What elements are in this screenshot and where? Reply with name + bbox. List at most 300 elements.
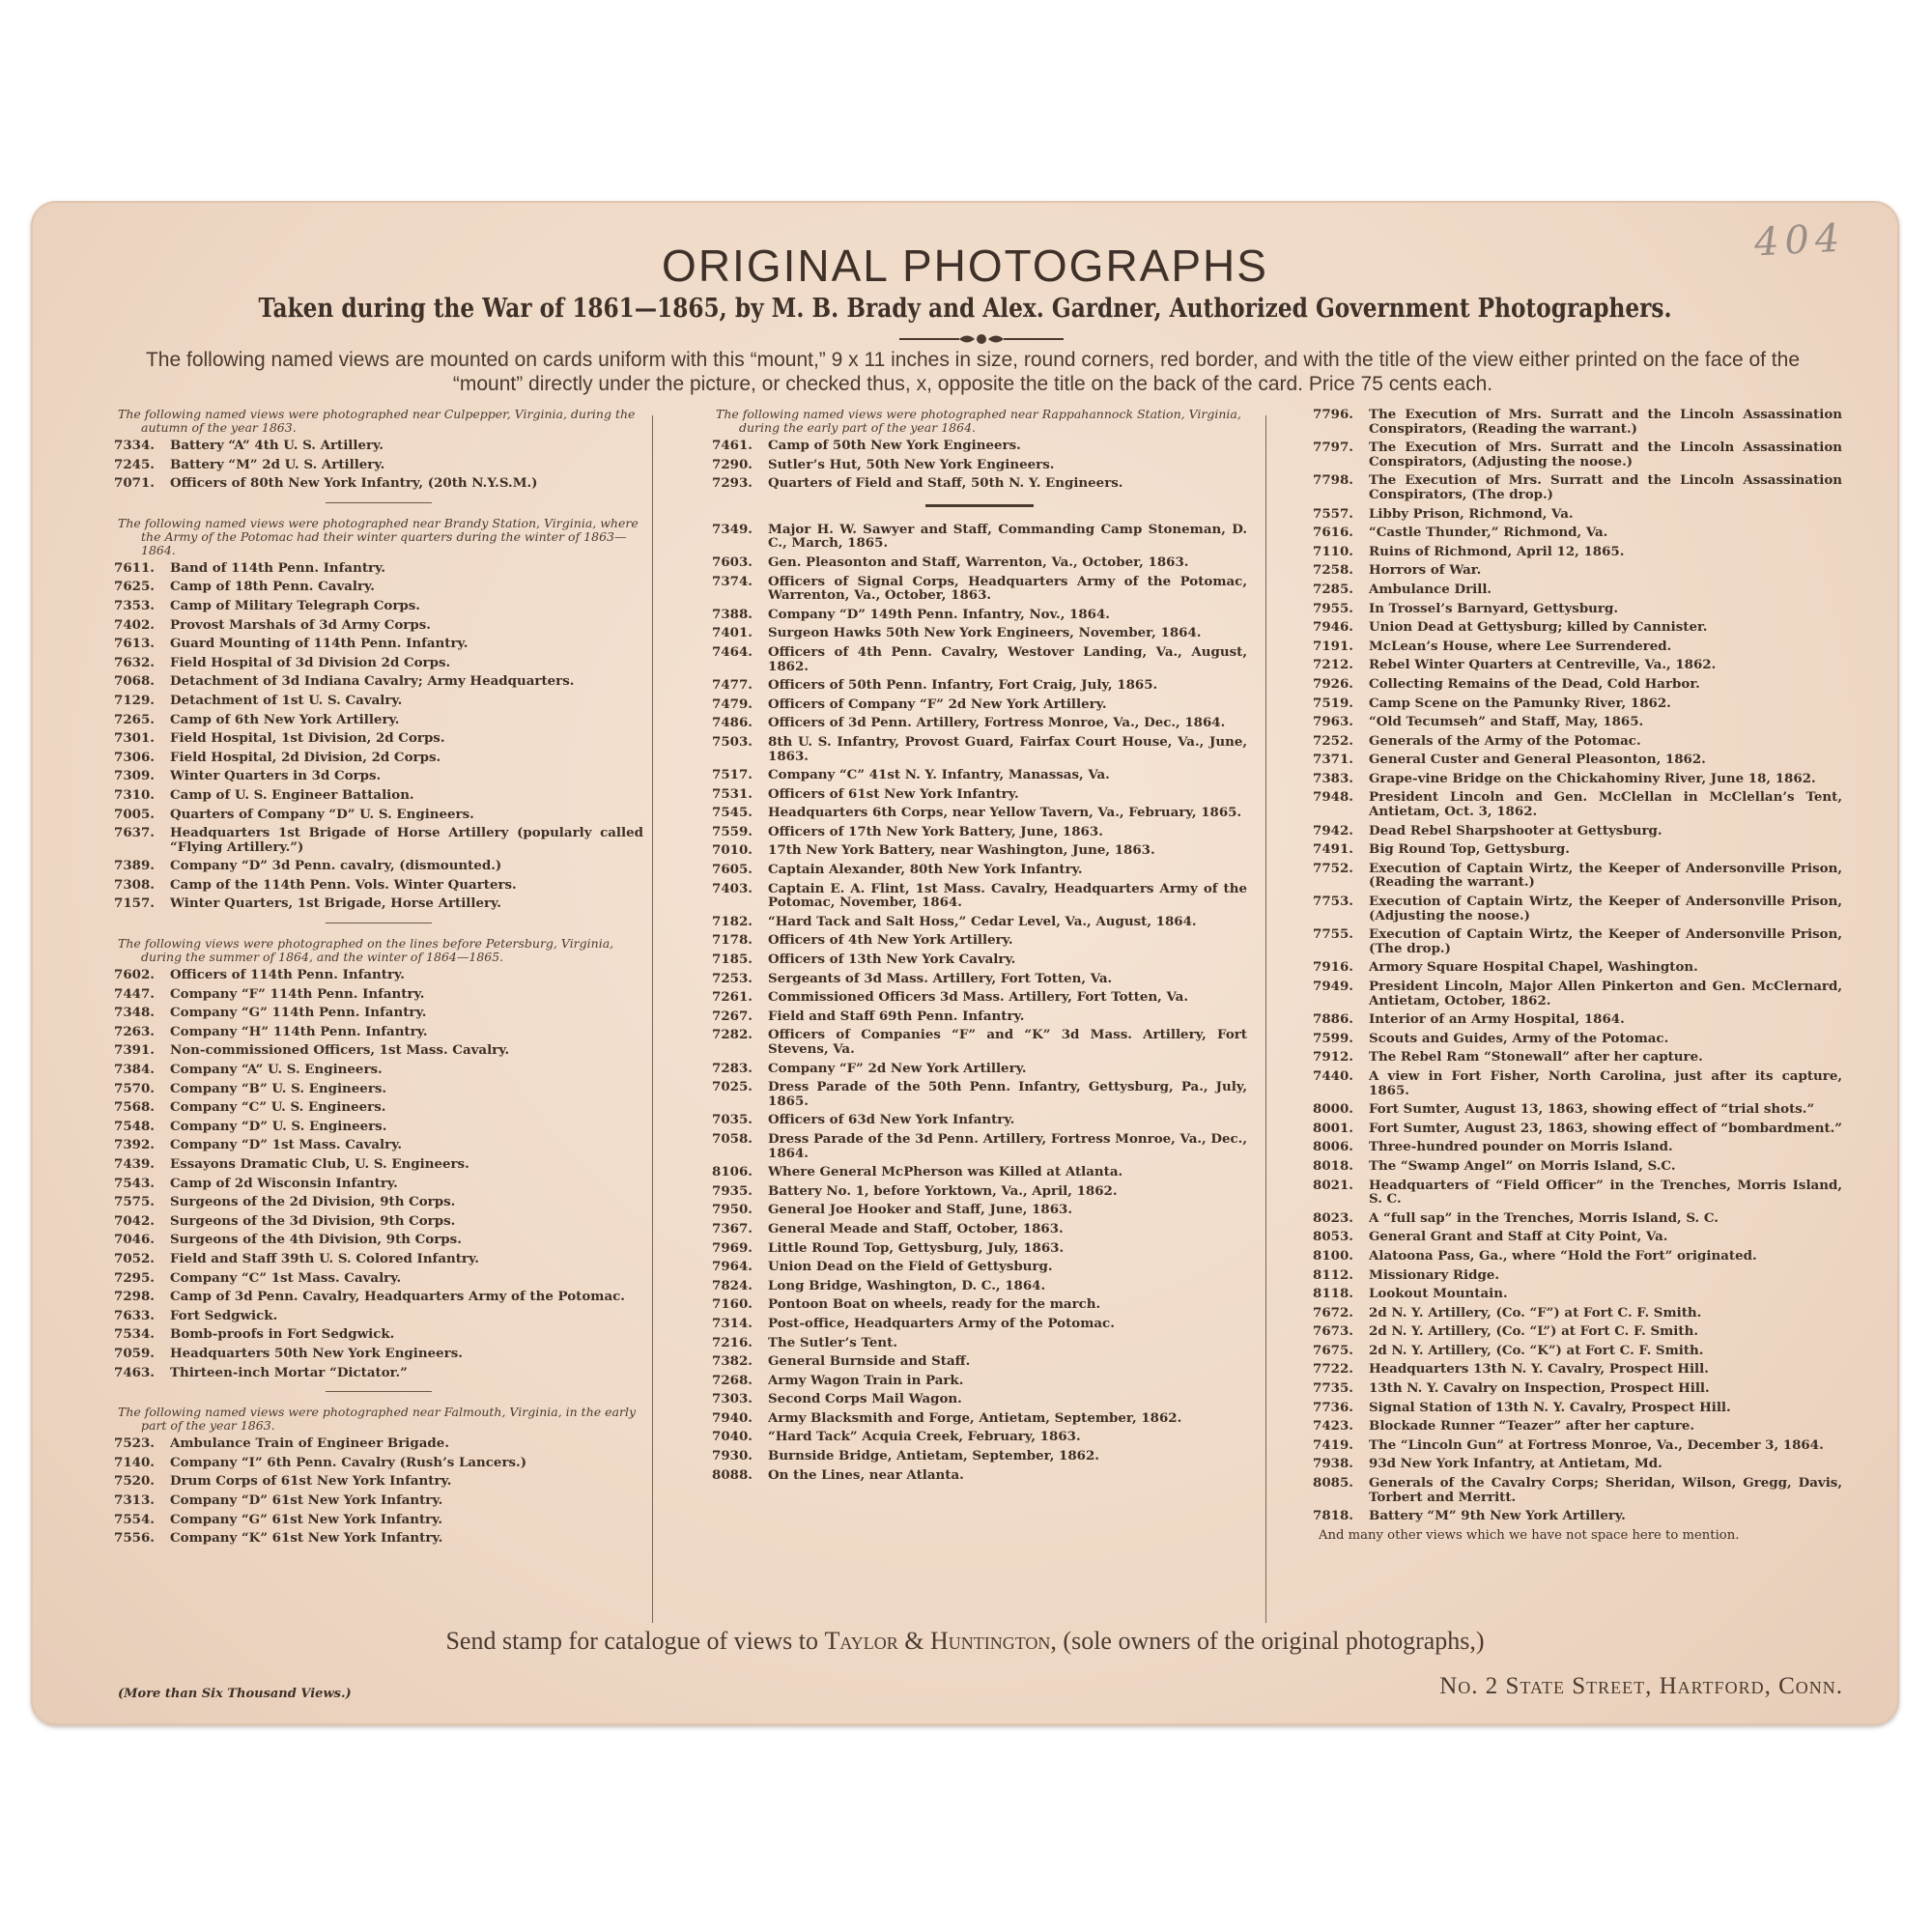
view-title: Ambulance Train of Engineer Brigade. <box>170 1435 449 1452</box>
view-list-item <box>1313 677 1842 692</box>
view-title: Camp of 6th New York Artillery. <box>170 711 400 727</box>
view-title: A “full sap” in the Trenches, Morris Island, S. C. <box>1369 1209 1719 1226</box>
view-title: Guard Mounting of 114th Penn. Infantry. <box>170 636 469 652</box>
view-title: Bomb-proofs in Fort Sedgwick. <box>170 1326 395 1343</box>
view-title: Camp Scene on the Pamunky River, 1862. <box>1369 695 1671 711</box>
view-list-item <box>712 787 1247 802</box>
view-title: Field and Staff 39th U. S. Colored Infantry. <box>170 1250 479 1266</box>
view-title: Sergeants of 3d Mass. Artillery, Fort Totten, Va. <box>768 970 1113 986</box>
view-list-item <box>712 1132 1247 1160</box>
view-list-item <box>114 458 643 472</box>
view-title: Gen. Pleasonton and Staff, Warrenton, Va., October, 1863. <box>768 554 1189 570</box>
view-title: McLean’s House, where Lee Surrendered. <box>1369 638 1672 654</box>
view-list-item <box>1313 1249 1842 1264</box>
view-number: 7046. <box>114 1232 155 1248</box>
view-title: Company “D” U. S. Engineers. <box>170 1118 387 1134</box>
view-number: 7157. <box>114 895 155 912</box>
listing-section <box>1313 408 1842 1523</box>
view-number: 7673. <box>1313 1323 1353 1340</box>
view-number: 7071. <box>114 475 155 492</box>
view-number: 7942. <box>1313 822 1353 838</box>
view-list-item <box>114 599 643 613</box>
view-number: 8000. <box>1313 1101 1353 1118</box>
view-title: Company “C” U. S. Engineers. <box>170 1099 386 1116</box>
view-list-item <box>1313 1122 1842 1136</box>
view-title: Field Hospital, 2d Division, 2d Corps. <box>170 749 441 765</box>
view-title: Officers of 17th New York Battery, June, 1863. <box>768 823 1103 839</box>
view-title: Camp of Military Telegraph Corps. <box>170 597 420 613</box>
view-number: 7440. <box>1313 1067 1353 1084</box>
view-list-item <box>114 637 643 651</box>
view-number: 7479. <box>712 696 753 712</box>
view-number: 7447. <box>114 985 155 1002</box>
view-number: 7384. <box>114 1062 155 1078</box>
view-number: 7735. <box>1313 1380 1353 1397</box>
view-title: Headquarters of “Field Officer” in the Trenches, Morris Island, S. C. <box>1369 1177 1842 1208</box>
view-list-item <box>712 1449 1247 1463</box>
view-count-note: (More than Six Thousand Views.) <box>118 1687 352 1701</box>
view-list-item <box>1313 862 1842 890</box>
view-title: Rebel Winter Quarters at Centreville, Va., 1862. <box>1369 657 1717 673</box>
view-title: Ambulance Drill. <box>1369 581 1492 597</box>
view-number: 7265. <box>114 711 155 727</box>
view-number: 7950. <box>712 1202 753 1218</box>
view-list-item <box>712 476 1247 491</box>
view-list-item <box>1313 1102 1842 1117</box>
view-title: Drum Corps of 61st New York Infantry. <box>170 1473 452 1490</box>
view-list <box>114 439 643 491</box>
view-title: Dress Parade of the 50th Penn. Infantry, Gettysburg, Pa., July, 1865. <box>768 1079 1247 1109</box>
view-number: 7503. <box>712 733 753 750</box>
view-number: 7570. <box>114 1080 155 1096</box>
view-title: “Hard Tack” Acquia Creek, February, 1863. <box>768 1429 1081 1445</box>
view-title: The “Lincoln Gun” at Fortress Monroe, Va., December 3, 1864. <box>1369 1436 1824 1453</box>
view-number: 8001. <box>1313 1120 1353 1136</box>
view-list-item <box>114 1327 643 1342</box>
view-title: Field and Staff 69th Penn. Infantry. <box>768 1008 1025 1024</box>
view-number: 7313. <box>114 1492 155 1508</box>
section-note: The following named views were photographed near Brandy Station, Virginia, where the Army of the Potomac had their winter quarters during the winter of 1863—1864. <box>118 515 639 557</box>
view-number: 7401. <box>712 625 753 641</box>
view-number: 7293. <box>712 475 753 492</box>
view-title: Army Wagon Train in Park. <box>768 1372 964 1388</box>
view-list-item <box>712 1184 1247 1199</box>
view-title: Union Dead at Gettysburg; killed by Cannister. <box>1369 619 1708 636</box>
view-list-item <box>114 1043 643 1058</box>
view-list-item <box>1313 507 1842 522</box>
view-list-item <box>114 1252 643 1266</box>
view-list-item <box>1313 620 1842 635</box>
view-number: 7306. <box>114 749 155 765</box>
view-number: 8112. <box>1313 1266 1353 1283</box>
view-list-item <box>114 731 643 746</box>
view-list-item <box>712 843 1247 858</box>
view-title: Company “D” 149th Penn. Infantry, Nov., 1864. <box>768 606 1110 622</box>
view-list-item <box>712 952 1247 967</box>
view-list-item <box>712 1336 1247 1350</box>
view-title: Company “I” 6th Penn. Cavalry (Rush’s Lancers.) <box>170 1454 527 1470</box>
view-number: 7374. <box>712 573 753 589</box>
view-title: Three-hundred pounder on Morris Island. <box>1369 1139 1673 1155</box>
view-title: The “Swamp Angel” on Morris Island, S.C. <box>1369 1157 1676 1174</box>
view-number: 7568. <box>114 1099 155 1116</box>
view-title: Officers of 4th Penn. Cavalry, Westover Landing, Va., August, 1862. <box>768 643 1247 674</box>
view-number: 8106. <box>712 1164 753 1180</box>
view-title: 8th U. S. Infantry, Provost Guard, Fairfax Court House, Va., June, 1863. <box>768 733 1247 764</box>
section-note: The following named views were photographed near Rappahannock Station, Virginia, during the early part of the year 1864. <box>716 407 1241 435</box>
view-list-item <box>1313 1179 1842 1207</box>
listing-column-1 <box>114 408 643 1550</box>
view-list-item <box>114 1309 643 1323</box>
view-list-item <box>1313 1381 1842 1396</box>
view-list-item <box>1313 1419 1842 1434</box>
view-list-item <box>712 626 1247 640</box>
view-title: Company “B” U. S. Engineers. <box>170 1080 387 1096</box>
view-title: Company “K” 61st New York Infantry. <box>170 1530 443 1547</box>
view-title: Signal Station of 13th N. Y. Cavalry, Prospect Hill. <box>1369 1399 1731 1415</box>
view-title: Union Dead on the Field of Gettysburg. <box>768 1259 1053 1275</box>
view-list-item <box>114 1531 643 1546</box>
view-number: 7367. <box>712 1220 753 1236</box>
view-list-item <box>1313 545 1842 559</box>
view-number: 8006. <box>1313 1139 1353 1155</box>
view-title: In Trossel’s Barnyard, Gettysburg. <box>1369 600 1618 616</box>
view-number: 8100. <box>1313 1247 1353 1264</box>
view-number: 7349. <box>712 521 753 537</box>
view-number: 7068. <box>114 673 155 690</box>
view-list-item <box>712 1062 1247 1076</box>
view-title: Band of 114th Penn. Infantry. <box>170 559 385 576</box>
firm-name: Taylor & Huntington <box>824 1627 1051 1655</box>
view-title: Quarters of Company “D” U. S. Engineers. <box>170 806 474 822</box>
view-number: 7798. <box>1313 472 1353 489</box>
view-number: 7559. <box>712 823 753 839</box>
view-list-item <box>712 1317 1247 1331</box>
pencil-inventory-mark: 404 <box>1752 215 1847 266</box>
view-list-item <box>114 1366 643 1380</box>
view-number: 7935. <box>712 1182 753 1199</box>
view-number: 7955. <box>1313 600 1353 616</box>
view-number: 7129. <box>114 692 155 708</box>
column-divider <box>652 415 653 1623</box>
view-number: 7419. <box>1313 1436 1353 1453</box>
view-title: Detachment of 3d Indiana Cavalry; Army Headquarters. <box>170 673 575 690</box>
view-title: Ruins of Richmond, April 12, 1865. <box>1369 543 1625 559</box>
view-title: President Lincoln, Major Allen Pinkerton and Gen. McClernard, Antietam, October, 1862. <box>1369 979 1842 1009</box>
view-number: 7946. <box>1313 619 1353 636</box>
view-number: 7301. <box>114 730 155 747</box>
view-number: 7290. <box>712 456 753 472</box>
view-title: On the Lines, near Atlanta. <box>768 1466 964 1483</box>
view-title: Officers of 114th Penn. Infantry. <box>170 967 405 983</box>
view-title: Where General McPherson was Killed at Atlanta. <box>768 1164 1123 1180</box>
view-list-item <box>1313 1012 1842 1027</box>
view-number: 7797. <box>1313 440 1353 456</box>
view-title: Officers of 80th New York Infantry, (20th N.Y.S.M.) <box>170 475 538 492</box>
view-list-item <box>1313 715 1842 729</box>
view-list-item <box>114 694 643 708</box>
view-number: 7796. <box>1313 407 1353 422</box>
view-title: Company “C” 41st N. Y. Infantry, Manassas, Va. <box>768 767 1110 783</box>
view-list-item <box>712 645 1247 673</box>
view-number: 7912. <box>1313 1049 1353 1065</box>
more-views-note: And many other views which we have not space here to mention. <box>1319 1527 1740 1543</box>
view-list-item <box>1313 1324 1842 1339</box>
view-list-item <box>114 987 643 1002</box>
view-list-item <box>1313 772 1842 786</box>
view-title: Burnside Bridge, Antietam, September, 1862. <box>768 1448 1099 1464</box>
view-list-item <box>712 1297 1247 1312</box>
catalogue-request-line <box>31 1627 1899 1656</box>
view-title: Headquarters 1st Brigade of Horse Artillery (popularly called “Flying Artillery.”) <box>170 825 643 855</box>
view-number: 7633. <box>114 1307 155 1323</box>
view-title: Non-commissioned Officers, 1st Mass. Cavalry. <box>170 1042 510 1059</box>
view-list-item <box>1313 1032 1842 1046</box>
view-list-item <box>1313 473 1842 501</box>
view-number: 7314. <box>712 1315 753 1331</box>
view-number: 7616. <box>1313 525 1353 541</box>
listing-column-2 <box>712 408 1247 1487</box>
view-title: General Custer and General Pleasonton, 1862. <box>1369 752 1706 768</box>
view-list-item <box>712 1260 1247 1274</box>
view-list-item <box>114 439 643 453</box>
view-list-item <box>712 1080 1247 1108</box>
view-title: Collecting Remains of the Dead, Cold Harbor. <box>1369 675 1700 692</box>
view-list-item <box>114 1138 643 1152</box>
view-title: Missionary Ridge. <box>1369 1266 1500 1283</box>
view-title: Headquarters 6th Corps, near Yellow Tavern, Va., February, 1865. <box>768 805 1242 821</box>
view-title: Camp of the 114th Penn. Vols. Winter Quarters. <box>170 876 517 893</box>
view-title: “Hard Tack and Salt Hoss,” Cedar Level, Va., August, 1864. <box>768 913 1197 929</box>
view-number: 7267. <box>712 1008 753 1024</box>
view-title: Sutler’s Hut, 50th New York Engineers. <box>768 456 1055 472</box>
view-list-item <box>712 716 1247 730</box>
view-number: 7672. <box>1313 1304 1353 1321</box>
view-number: 8018. <box>1313 1157 1353 1174</box>
view-title: Post-office, Headquarters Army of the Potomac. <box>768 1315 1115 1331</box>
view-number: 7371. <box>1313 752 1353 768</box>
view-list-item <box>114 1493 643 1508</box>
view-title: Company “C” 1st Mass. Cavalry. <box>170 1269 402 1286</box>
view-number: 7309. <box>114 768 155 784</box>
view-list-item <box>712 972 1247 986</box>
view-number: 7556. <box>114 1530 155 1547</box>
view-number: 7298. <box>114 1289 155 1305</box>
view-title: Long Bridge, Washington, D. C., 1864. <box>768 1277 1046 1293</box>
view-title: Dress Parade of the 3d Penn. Artillery, Fortress Monroe, Va., Dec., 1864. <box>768 1130 1247 1161</box>
view-list-item <box>1313 1509 1842 1523</box>
view-title: Provost Marshals of 3d Army Corps. <box>170 616 431 633</box>
view-list-item <box>114 1100 643 1115</box>
view-title: Battery “A” 4th U. S. Artillery. <box>170 438 384 453</box>
view-list-item <box>1313 960 1842 975</box>
view-title: Big Round Top, Gettysburg. <box>1369 841 1570 858</box>
view-list-item <box>712 523 1247 551</box>
listing-column-3 <box>1313 408 1842 1543</box>
view-list-item <box>114 1513 643 1527</box>
view-list-item <box>1313 1268 1842 1283</box>
view-number: 7185. <box>712 952 753 968</box>
view-list-item <box>114 1025 643 1039</box>
view-number: 7005. <box>114 806 155 822</box>
view-list-item <box>114 896 643 911</box>
catalogue-card <box>31 201 1899 1725</box>
view-number: 7930. <box>712 1448 753 1464</box>
view-list-item <box>114 808 643 822</box>
view-title: Company “D” 3d Penn. cavalry, (dismounted.) <box>170 858 502 874</box>
view-list-item <box>1313 842 1842 857</box>
view-title: Field Hospital, 1st Division, 2d Corps. <box>170 730 445 747</box>
view-list-item <box>1313 1069 1842 1097</box>
view-number: 7160. <box>712 1296 753 1313</box>
view-number: 7245. <box>114 456 155 472</box>
view-number: 7520. <box>114 1473 155 1490</box>
view-list-item <box>1313 526 1842 540</box>
section-separator <box>925 504 1034 507</box>
view-title: Company “D” 61st New York Infantry. <box>170 1492 443 1508</box>
firm-address: No. 2 State Street, Hartford, Conn. <box>1439 1673 1843 1699</box>
view-number: 7602. <box>114 967 155 983</box>
view-number: 7824. <box>712 1277 753 1293</box>
view-title: Camp of 3d Penn. Cavalry, Headquarters Army of the Potomac. <box>170 1289 625 1305</box>
view-list-item <box>1313 1140 1842 1154</box>
view-list-item <box>1313 1211 1842 1226</box>
view-title: Major H. W. Sawyer and Staff, Commanding Camp Stoneman, D. C., March, 1865. <box>768 521 1247 552</box>
view-list-item <box>712 1354 1247 1369</box>
view-list-item <box>114 674 643 689</box>
view-number: 7461. <box>712 438 753 453</box>
owners-text: , (sole owners of the original photographs,) <box>1050 1627 1485 1655</box>
view-number: 7423. <box>1313 1418 1353 1435</box>
view-number: 7261. <box>712 989 753 1006</box>
view-list-item <box>1313 1050 1842 1065</box>
view-number: 7886. <box>1313 1011 1353 1028</box>
view-title: The Execution of Mrs. Surratt and the Lincoln Assassination Conspirators, (Adjusting the noose.) <box>1369 440 1842 469</box>
view-list-item <box>114 1456 643 1470</box>
view-number: 7969. <box>712 1239 753 1256</box>
view-list-item <box>1313 1362 1842 1377</box>
view-number: 7477. <box>712 677 753 694</box>
view-list-item <box>1313 1457 1842 1471</box>
view-list-item <box>712 1411 1247 1426</box>
view-list-item <box>114 1347 643 1361</box>
view-list-item <box>1313 408 1842 436</box>
listing-section <box>114 1406 643 1546</box>
view-title: Lookout Mountain. <box>1369 1286 1508 1302</box>
view-number: 7403. <box>712 880 753 896</box>
view-number: 7182. <box>712 913 753 929</box>
view-title: Libby Prison, Richmond, Va. <box>1369 505 1574 522</box>
section-note: The following views were photographed on the lines before Petersburg, Virginia, during the summer of 1864, and the winter of 1864—1865. <box>118 936 614 965</box>
view-number: 8118. <box>1313 1286 1353 1302</box>
view-title: General Meade and Staff, October, 1863. <box>768 1220 1064 1236</box>
view-title: 2d N. Y. Artillery, (Co. “K”) at Fort C. F. Smith. <box>1369 1342 1704 1358</box>
view-title: Horrors of War. <box>1369 562 1482 579</box>
view-title: Company “G” 114th Penn. Infantry. <box>170 1005 427 1021</box>
view-list-item <box>114 788 643 803</box>
view-number: 7548. <box>114 1118 155 1134</box>
view-number: 7308. <box>114 876 155 893</box>
column-divider <box>1265 415 1266 1623</box>
view-title: Headquarters 13th N. Y. Cavalry, Prospect Hill. <box>1369 1361 1709 1378</box>
view-list-item <box>114 826 643 854</box>
view-number: 7052. <box>114 1250 155 1266</box>
view-number: 7263. <box>114 1023 155 1039</box>
view-number: 7603. <box>712 554 753 570</box>
view-title: Detachment of 1st U. S. Cavalry. <box>170 692 403 708</box>
view-title: Fort Sumter, August 13, 1863, showing effect of “trial shots.” <box>1369 1101 1815 1118</box>
view-title: Officers of Company “F” 2d New York Artillery. <box>768 696 1107 712</box>
view-number: 7486. <box>712 715 753 731</box>
view-list <box>712 523 1247 1482</box>
view-number: 7383. <box>1313 770 1353 786</box>
view-list-item <box>1313 753 1842 767</box>
view-number: 7439. <box>114 1156 155 1172</box>
view-number: 7543. <box>114 1175 155 1191</box>
view-title: Dead Rebel Sharpshooter at Gettysburg. <box>1369 822 1662 838</box>
view-number: 8023. <box>1313 1209 1353 1226</box>
view-list-item <box>712 735 1247 763</box>
view-title: Company “A” U. S. Engineers. <box>170 1062 383 1078</box>
listing-section <box>114 408 643 491</box>
view-title: Officers of 13th New York Cavalry. <box>768 952 1016 968</box>
view-number: 7283. <box>712 1060 753 1076</box>
view-number: 7613. <box>114 636 155 652</box>
view-title: Officers of 3d Penn. Artillery, Fortress Monroe, Va., Dec., 1864. <box>768 715 1226 731</box>
view-list-item <box>1313 980 1842 1008</box>
view-title: Officers of Signal Corps, Headquarters Army of the Potomac, Warrenton, Va., October, 1863. <box>768 573 1247 604</box>
view-title: 93d New York Infantry, at Antietam, Md. <box>1369 1456 1662 1472</box>
listing-section <box>114 517 643 911</box>
view-list-item <box>114 561 643 576</box>
view-list-item <box>1313 790 1842 818</box>
view-title: Company “F” 114th Penn. Infantry. <box>170 985 425 1002</box>
view-list-item <box>1313 1159 1842 1174</box>
view-list-item <box>114 769 643 783</box>
view-number: 7348. <box>114 1005 155 1021</box>
view-list-item <box>1313 734 1842 749</box>
view-title: Alatoona Pass, Ga., where “Hold the Fort” originated. <box>1369 1247 1757 1264</box>
view-list-item <box>712 990 1247 1005</box>
view-number: 7625. <box>114 579 155 595</box>
view-list-item <box>712 882 1247 910</box>
view-list <box>114 1436 643 1546</box>
view-number: 7391. <box>114 1042 155 1059</box>
view-title: Captain Alexander, 80th New York Infantry. <box>768 862 1083 878</box>
view-list-item <box>114 618 643 633</box>
view-number: 7040. <box>712 1429 753 1445</box>
view-list-item <box>712 915 1247 929</box>
view-title: Winter Quarters in 3d Corps. <box>170 768 382 784</box>
card-title: ORIGINAL PHOTOGRAPHS <box>662 241 1268 291</box>
view-number: 7949. <box>1313 979 1353 994</box>
view-list-item <box>712 825 1247 839</box>
view-list-item <box>712 1279 1247 1293</box>
view-list-item <box>114 656 643 670</box>
view-list <box>114 561 643 911</box>
view-list-item <box>712 1113 1247 1127</box>
view-number: 7382. <box>712 1353 753 1370</box>
view-list-item <box>712 1241 1247 1256</box>
view-list-item <box>114 1436 643 1451</box>
view-number: 7035. <box>712 1112 753 1128</box>
view-title: Essayons Dramatic Club, U. S. Engineers. <box>170 1156 469 1172</box>
listing-section <box>114 937 643 1379</box>
view-list-item <box>1313 563 1842 578</box>
view-list-item <box>1313 1287 1842 1301</box>
view-number: 7295. <box>114 1269 155 1286</box>
view-title: Fort Sumter, August 23, 1863, showing effect of “bombardment.” <box>1369 1120 1843 1136</box>
